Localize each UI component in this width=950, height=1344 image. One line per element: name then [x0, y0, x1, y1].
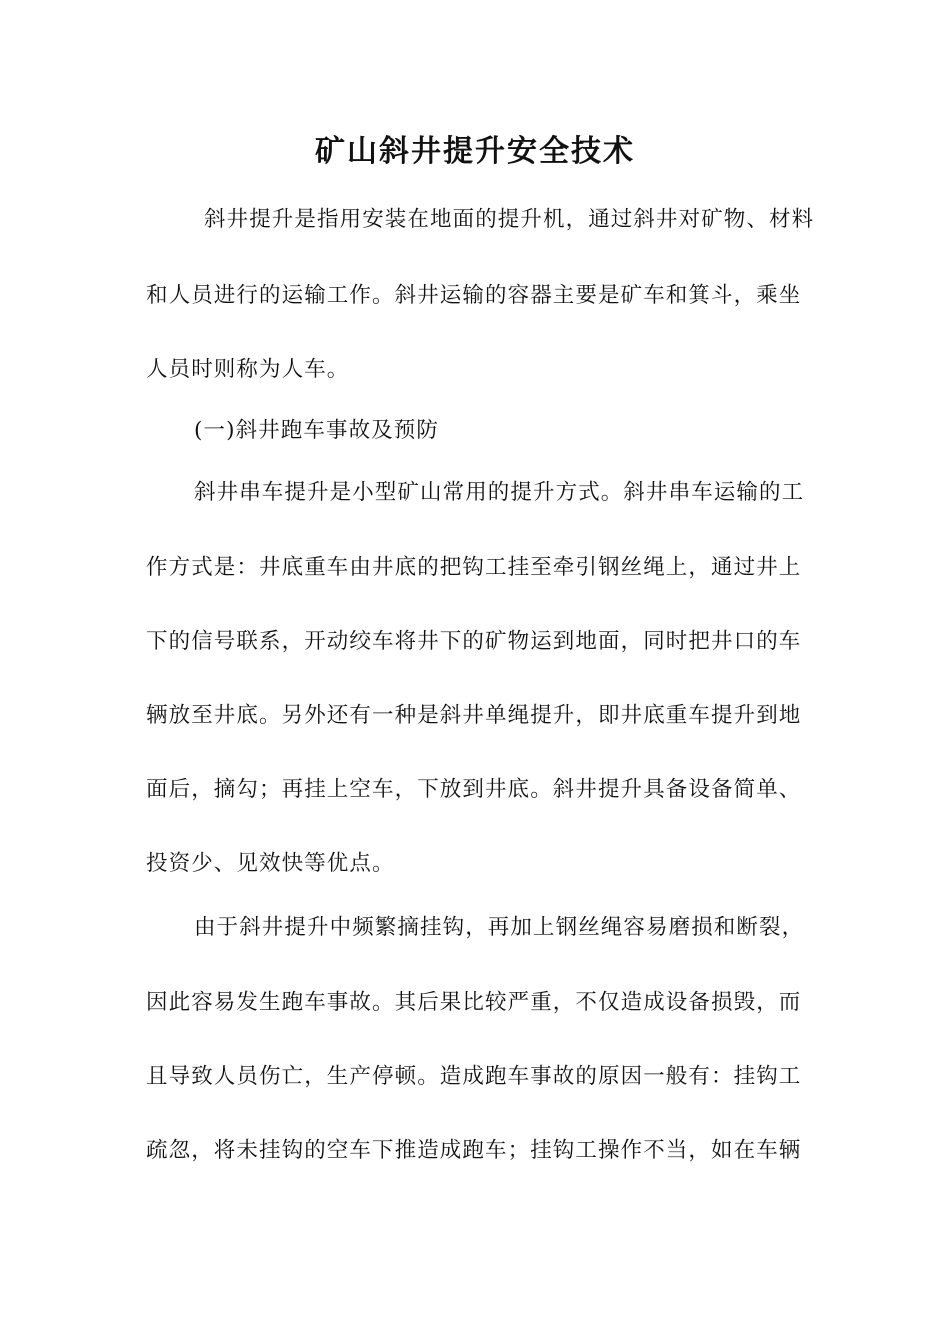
section-heading: (一)斜井跑车事故及预防	[194, 418, 439, 443]
paragraph-line: 由于斜井提升中频繁摘挂钩，再加上钢丝绳容易磨损和断裂，	[194, 915, 805, 940]
paragraph-line: 下的信号联系，开动绞车将井下的矿物运到地面，同时把井口的车	[146, 629, 802, 654]
paragraph-line: 斜井串车提升是小型矿山常用的提升方式。斜井串车运输的工	[194, 480, 805, 505]
paragraph-line: 且导致人员伤亡，生产停顿。造成跑车事故的原因一般有：挂钩工	[146, 1064, 802, 1089]
document-title: 矿山斜井提升安全技术	[315, 134, 635, 169]
paragraph-line: 面后，摘勾；再挂上空车，下放到井底。斜井提升具备设备简单、	[146, 777, 802, 802]
paragraph-line: 辆放至井底。另外还有一种是斜井单绳提升，即井底重车提升到地	[146, 703, 802, 728]
paragraph-line: 投资少、见效快等优点。	[146, 851, 395, 876]
paragraph-line: 因此容易发生跑车事故。其后果比较严重，不仅造成设备损毁，而	[146, 990, 802, 1015]
paragraph-line: 人员时则称为人车。	[146, 357, 350, 382]
paragraph-line: 作方式是：井底重车由井底的把钩工挂至牵引钢丝绳上，通过井上	[146, 555, 802, 580]
paragraph-line: 和人员进行的运输工作。斜井运输的容器主要是矿车和箕斗，乘坐	[146, 283, 802, 308]
paragraph-line: 斜井提升是指用安装在地面的提升机，通过斜井对矿物、材料	[204, 207, 815, 232]
paragraph-line: 疏忽，将未挂钩的空车下推造成跑车；挂钩工操作不当，如在车辆	[146, 1138, 802, 1163]
